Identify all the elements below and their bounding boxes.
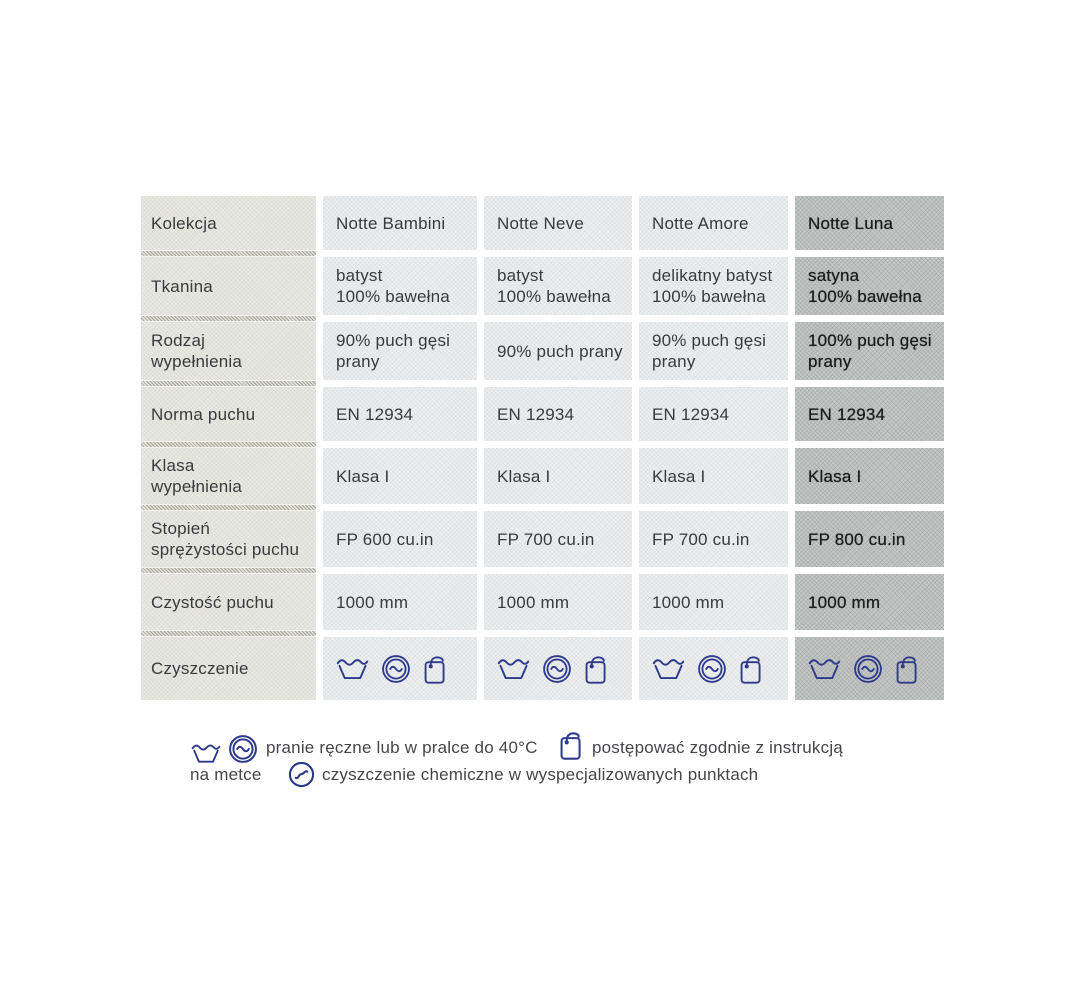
wash-basin-icon: [497, 656, 530, 681]
row-label-czyszczenie: [141, 637, 316, 700]
column-notte-luna: [795, 196, 944, 700]
legend-wash-text: pranie ręczne lub w pralce do 40°C: [266, 738, 538, 757]
cell-czystosc: 1000 mm: [484, 574, 632, 630]
cell-tkanina: batyst 100% bawełna: [323, 257, 477, 315]
row-label-tkanina: [141, 257, 316, 315]
collection-name: Notte Neve: [497, 213, 585, 233]
cell-rodzaj: 90% puch gęsi prany: [323, 322, 477, 380]
cell-kolekcja: [639, 196, 788, 250]
cell-tkanina: batyst 100% bawełna: [484, 257, 632, 315]
collection-name: Notte Luna: [808, 213, 894, 233]
row-separator: [141, 567, 316, 574]
dry-clean-icon: [288, 761, 315, 788]
cell-klasa: Klasa I: [639, 448, 788, 504]
column-notte-neve: [484, 196, 632, 700]
legend-dryclean-text: czyszczenie chemiczne w wyspecjalizowanych punktach: [322, 765, 759, 784]
row-label-czystosc-puchu: [141, 574, 316, 630]
care-label-tag-icon: [895, 653, 919, 685]
row-label-rodzaj-wypelnienia: [141, 322, 316, 380]
cell-stopien: FP 700 cu.in: [639, 511, 788, 567]
wash-basin-icon: [808, 656, 841, 681]
row-label-stopien-sprezystosci: [141, 511, 316, 567]
cell-kolekcja: [484, 196, 632, 250]
cell-klasa: Klasa I: [323, 448, 477, 504]
row-separator: [141, 315, 316, 322]
cell-stopien: FP 700 cu.in: [484, 511, 632, 567]
cell-rodzaj: 90% puch prany: [484, 322, 632, 380]
row-separator: [141, 380, 316, 387]
column-notte-amore: [639, 196, 788, 700]
care-label-tag-icon: [584, 653, 608, 685]
row-separator: [141, 250, 316, 257]
cell-czyszczenie: [795, 637, 944, 700]
row-separator: [141, 504, 316, 511]
row-label-text: Klasa wypełnienia: [151, 456, 243, 496]
legend-wash-text-wrap: na metce: [190, 765, 262, 784]
cell-norma: EN 12934: [323, 387, 477, 441]
row-label-column: [141, 196, 316, 700]
collection-name: Notte Bambini: [336, 213, 446, 233]
row-label-text: Rodzaj wypełnienia: [151, 331, 243, 371]
row-label-text: Tkanina: [151, 276, 213, 296]
cell-kolekcja: [795, 196, 944, 250]
cell-norma: EN 12934: [795, 387, 944, 441]
row-label-text: Norma puchu: [151, 404, 256, 424]
row-label-text: Stopień sprężystości puchu: [151, 519, 300, 559]
cell-norma: EN 12934: [484, 387, 632, 441]
cell-czystosc: 1000 mm: [323, 574, 477, 630]
care-label-tag-icon: [423, 653, 447, 685]
machine-wash-gentle-icon: [853, 654, 883, 684]
cell-norma: EN 12934: [639, 387, 788, 441]
row-label-kolekcja: [141, 196, 316, 250]
legend-label-text: postępować zgodnie z instrukcją: [592, 738, 843, 757]
cell-rodzaj: 100% puch gęsi prany: [795, 322, 944, 380]
cell-tkanina: satyna 100% bawełna: [795, 257, 944, 315]
row-label-klasa-wypelnienia: [141, 448, 316, 504]
column-notte-bambini: [323, 196, 477, 700]
machine-wash-gentle-icon: [381, 654, 411, 684]
cell-czyszczenie: [484, 637, 632, 700]
wash-basin-icon: [336, 656, 369, 681]
cell-czyszczenie: [323, 637, 477, 700]
machine-wash-gentle-icon: [542, 654, 572, 684]
cell-kolekcja: [323, 196, 477, 250]
care-label-tag-icon: [559, 729, 583, 761]
product-comparison-table: [141, 196, 944, 700]
wash-basin-icon: [190, 742, 222, 764]
row-label-text: Kolekcja: [151, 213, 217, 233]
cell-klasa: Klasa I: [795, 448, 944, 504]
cell-klasa: Klasa I: [484, 448, 632, 504]
row-label-text: Czystość puchu: [151, 592, 274, 612]
cell-czyszczenie: [639, 637, 788, 700]
cell-tkanina: delikatny batyst 100% bawełna: [639, 257, 788, 315]
wash-basin-icon: [652, 656, 685, 681]
row-label-text: Czyszczenie: [151, 659, 249, 678]
machine-wash-gentle-icon: [228, 734, 258, 764]
cell-stopien: FP 800 cu.in: [795, 511, 944, 567]
row-separator: [141, 630, 316, 637]
row-label-norma-puchu: [141, 387, 316, 441]
cell-rodzaj: 90% puch gęsi prany: [639, 322, 788, 380]
cell-czystosc: 1000 mm: [795, 574, 944, 630]
machine-wash-gentle-icon: [697, 654, 727, 684]
care-label-tag-icon: [739, 653, 763, 685]
row-separator: [141, 441, 316, 448]
cell-stopien: FP 600 cu.in: [323, 511, 477, 567]
cell-czystosc: 1000 mm: [639, 574, 788, 630]
collection-name: Notte Amore: [652, 213, 749, 233]
